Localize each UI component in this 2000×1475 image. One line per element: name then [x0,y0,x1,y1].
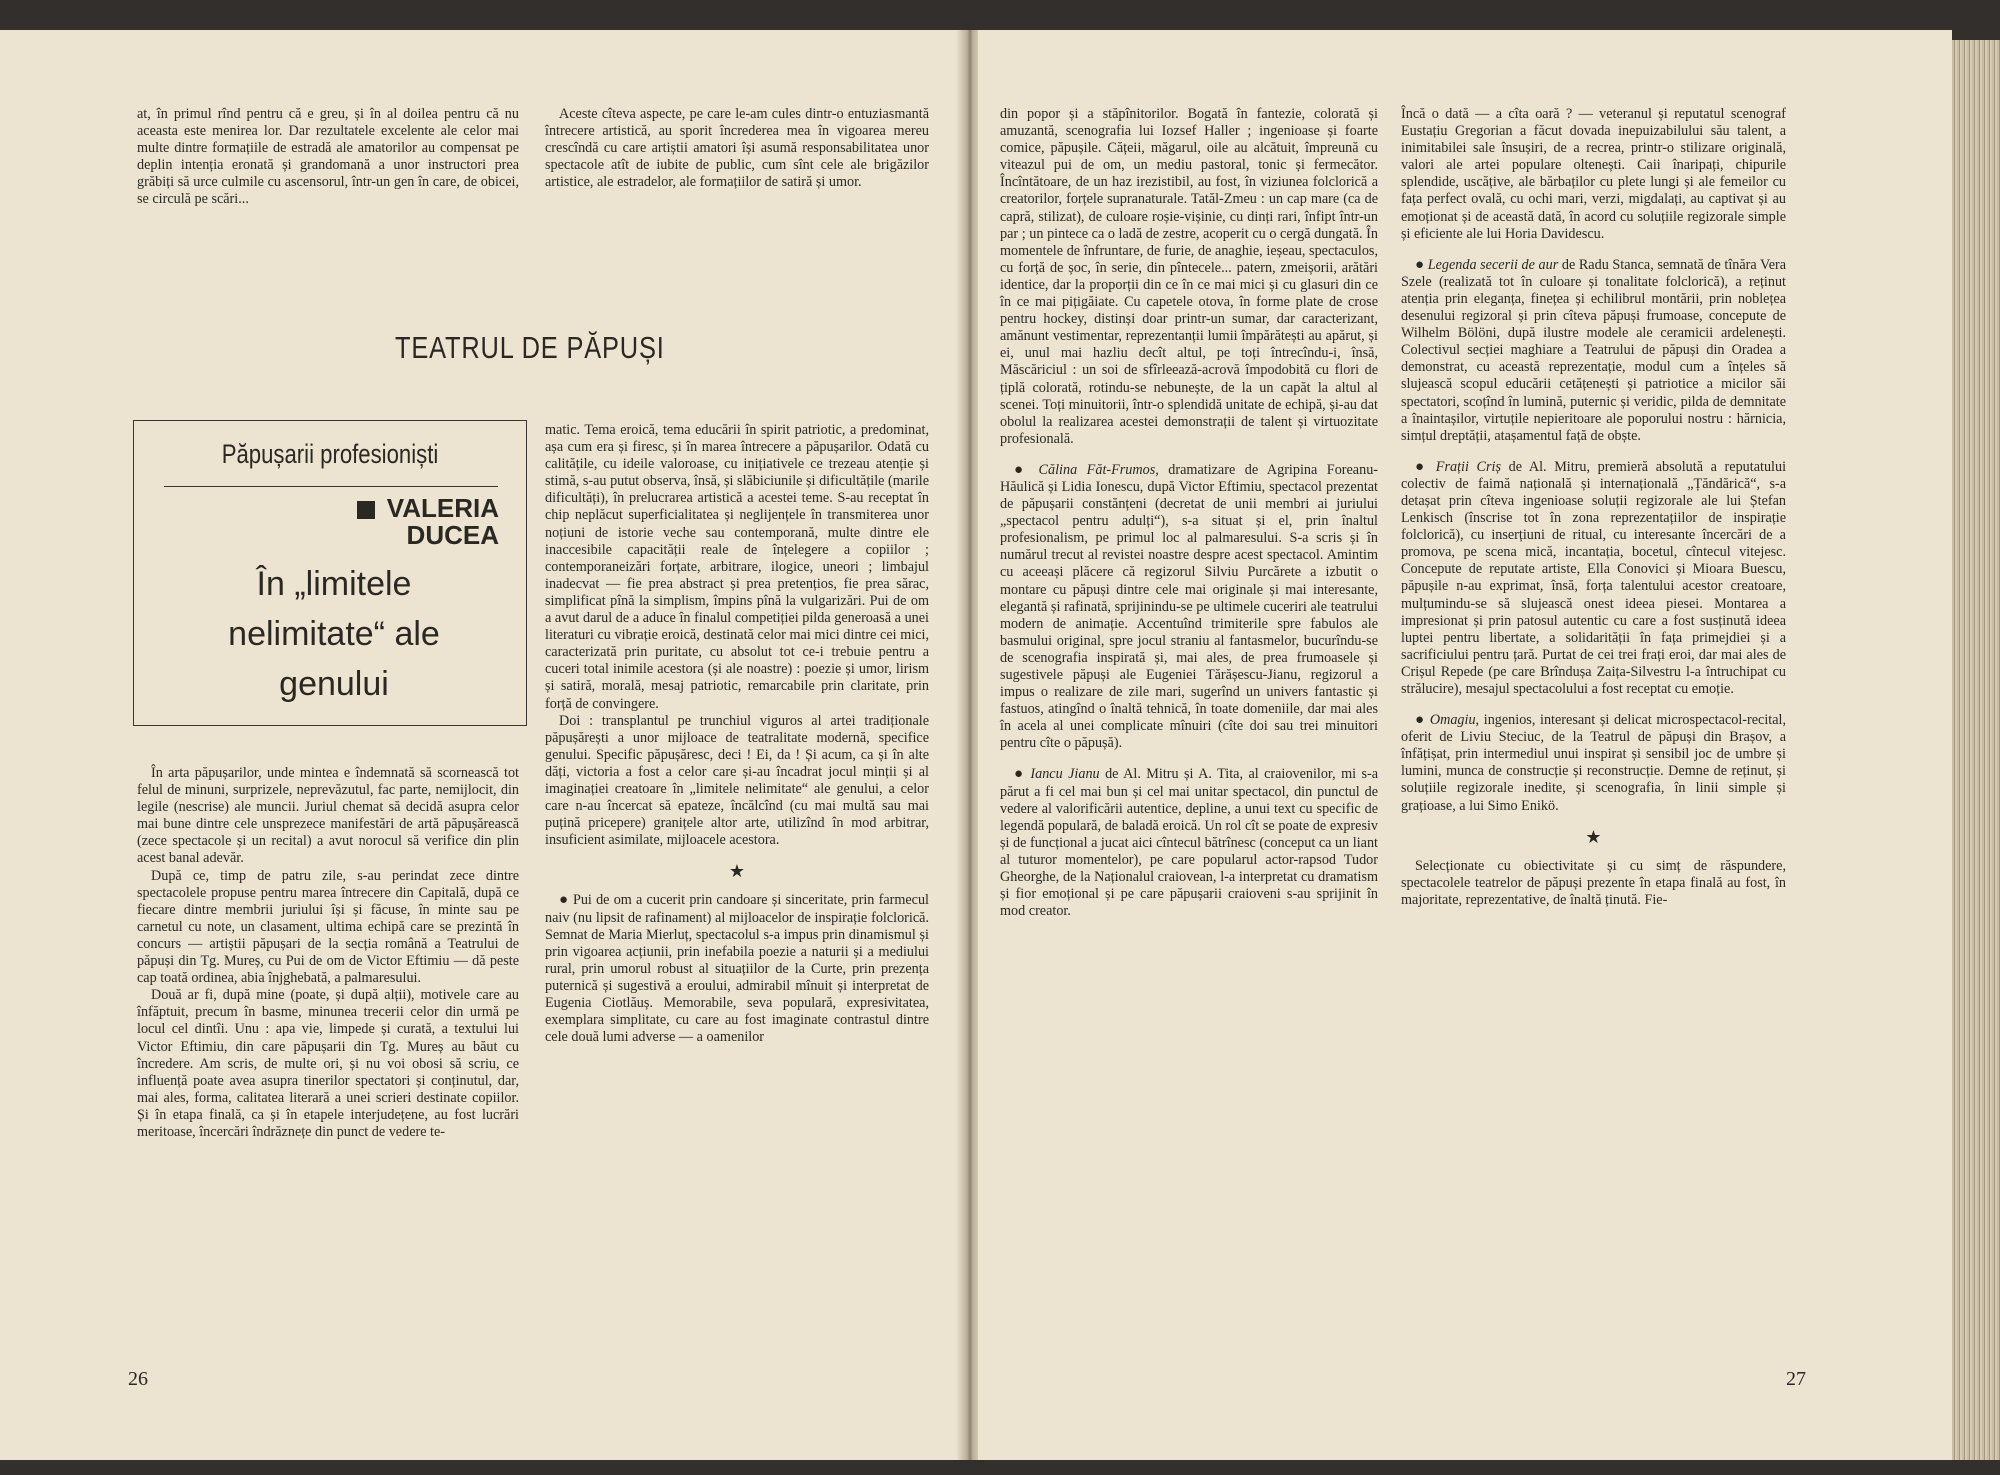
author-name [314,495,499,549]
left-page [0,30,962,1460]
review-text: Pui de om a cucerit prin candoare și sinceritate, prin farmecul naiv (nu lipsit de rafinament) al mijloacelor de inspirație folclorică. Semnat de Maria Mierluț, spectacolul s-a impus prin dinamismul și prin vigoarea acțiunii, prin inefabila poezie a naturii și a mediului rural, prin umorul robust al situațiilor de la Curte, prin prezența puternică și sugestivă a eroului, admirabil mînuit și interpretat de Eugenia Ciotlăuș. Memorabile, seva populară, expresivitatea, exemplara simplitate, cu care au fost imaginate contrastul dintre cele două lumi adverse — a oamenilor [545,892,930,1046]
right-column-2 [1401,106,1786,909]
paragraph: matic. Tema eroică, tema educării în spirit patriotic, a predominat, așa cum era și firesc, și în marea întrecere a păpușarilor. Odată cu calitățile, cu ideile valoroase, cu inițiativele ce trezeau atenție și stimă, s-au putut observa, însă, și slăbiciunile și dificultățile (marile dificultăți), în prelucrarea artistică a acestei teme. S-au receptat în chip neplăcut superficialitatea și neglijențele în transmiterea unor noțiuni de istorie veche sau contemporană, multe dintre ele inaccesibile capacității reale de înțelegere a copiilor ; contemporaneizări forțate, arbitrare, ilogice, uneori ; limbajul inadecvat — fie prea abstract și prea pretențios, fie prea sărac, simplificat pînă la simplism, împins pînă la vulgarizări. Pui de om a avut darul de a aduce în finalul competiției pilda generoasă a unei literaturi cu vibrație eroică, destinată celor mai mici dintre cei mici, caracterizată prin puritate, cu absolut tot ce-i trebuie pentru a cuceri total inimile acestora (și ale noastre) : poezie și umor, lirism și satiră, morală, mesaj patriotic, remarcabile prin claritate, prin forță de convingere. [545,422,929,712]
paragraph: În arta păpușarilor, unde mintea e îndemnată să scornească tot felul de minuni, surprizele, neprevăzutul, fac parte, nemijlocit, din legile (nescrise) ale muncii. Juriul chemat să decidă asupra celor mai bune dintre cele unsprezece manifestări de artă păpușărească (zece spectacole și un recital) a avut norocul să verifice din plin acest banal adevăr. [137,765,519,867]
paragraph: din popor și a stăpînitorilor. Bogată în fantezie, colorată și amuzantă, scenografia lui Iozsef Haller ; ingenioase și foarte comice, păpușile. Cățeii, măgarul, oile au alcătuit, împreună cu viteazul pui de om, un mediu pastoral, tonic și fermecător. Încîntătoare, de un haz irezistibil, au fost, în viziunea folclorică a creatorilor, forțele supranaturale. Tatăl-Zmeu : un cap mare (ca de capră, stilizat), de culoare roșie-vișinie, cu dinți rari, înfipt într-un par ; un pintece ca o ladă de zestre, acoperit cu o cergă dungată. În momentele de înfruntare, de furie, de anaghie, ieșeau, spectaculos, cu forță de șoc, în serie, din pîntecele... patern, zmeișorii, arătări identice, dar la proporții din ce în ce mai mici și cu glasuri din ce în ce mai pițigăiate. Cu capetele otova, în forme plate de crose pentru hockey, distinși doar printr-un sumar, dar caracterizant, amănunt vestimentar, reprezentanții lumii împărătești au apărut, și ei, unul mai hazliu decît altul, pe toți întrecîndu-i, însă, Măscăriciul : un soi de sfîrleează-acrovă împodobită cu flori de țiplă colorată, rotindu-se nebunește, de la un capăt la altul al scenei. Toți minuitorii, într-o splendidă unitate de echipă, și-au dat obolul la realizarea acestei demonstrații de talent și virtuozitate profesională. [1000,106,1378,447]
paragraph: După ce, timp de patru zile, s-au perindat zece dintre spectacolele propuse pentru marea întrecere din Capitală, după ce fiecare dintre membrii juriului își și făcuse, în minte sau pe carnetul cu note, un clasament, ultima echipă care se prezintă în concurs — artiștii păpușari de la secția română a Teatrului de păpuși din Tg. Mureș, cu Pui de om de Victor Eftimiu — dă peste cap toată ordinea, abia înjghebată, a palmaresului. [137,867,519,987]
review-item [545,892,929,1046]
review-text: , ingenios, interesant și delicat microspectacol-recital, oferit de Liviu Steciuc, de la Teatrul de păpuși din Brașov, a înfățișat, prin intermediul unui inspirat și sensibil joc de umbre și lumini, munca de construcție și reconstrucție. Demne de reținut, și soluțiile regizorale inedite, și scenografia, în linii simple și grațioase, a lui Simo Enikö. [1401,712,1786,814]
page-number: 26 [128,1368,148,1390]
review-text: de Al. Mitru, premieră absolută a reputatului colectiv de faimă națională și internațională „Țăndărică“, s-a detașat prin cîteva ingenioase soluții regizorale ale lui Ștefan Lenkisch (înscrise tot în zona reprezentațiilor de inspirație folclorică), cu inserțiuni de ritual, cu interesante încercări de a promova, pe scena mică, incantația, bocetul, cîntecul vitejesc. Concepute de reputate artiste, Ella Conovici și Mioara Buescu, păpușile n-au exprimat, însă, forța talentului acestor creatoare, mulțumindu-se să slujească onest ideea piesei. Montarea a impresionat și prin patosul autentic cu care a fost susținută ideea luptei pentru libertate, a solidarității în fața primejdiei și a sacrificiului pentru țară. Purtat de cei trei frați eroi, dar mai ales de Crișul Repede (pe care Brîndușa Zaița-Silvestru l-a întruchipat cu strălucire), mesajul spectacolului a fost receptat cu emoție. [1401,458,1787,697]
right-column-1 [1000,106,1378,920]
square-bullet-icon [357,501,375,519]
paragraph: Aceste cîteva aspecte, pe care le-am cules dintr-o entuziasmantă întrecere artistică, au sporit încrederea mea în vigoarea mereu crescîndă cu care artiștii amatori își asumă responsabilitatea unor spectacole atît de iubite de public, cum sînt cele ale brigăzilor artistice, ale estradelor, ale formațiilor de satiră și umor. [545,106,929,191]
bullet-icon: ● [559,892,569,909]
page-number: 27 [1786,1368,1806,1390]
review-title: Călina Făt-Frumos [1038,461,1156,478]
paragraph: Încă o dată — a cîta oară ? — veteranul și reputatul scenograf Eustațiu Gregorian a făcut dovada inepuizabilului său talent, a inimitabilei sale însușiri, de a recrea, printr-o stilizare originală, valori ale artei populare oltenești. Caii înaripați, chipurile splendide, uscățive, ale bărbaților cu plete lungi și ale femeilor cu fața perfect ovală, cu ochi mari, verzi, migdalați, au captivat și au emoționat și de această dată, în acord cu soluțiile regizorale simple și eficiente ale lui Horia Davidescu. [1401,106,1786,242]
left-top-column-1 [137,106,519,209]
review-title: Frații Criș [1435,458,1501,475]
review-item [1000,462,1378,753]
review-title: Legenda secerii de aur [1427,256,1559,273]
paragraph: at, în primul rînd pentru că e greu, și în al doilea pentru că nu aceasta este menirea lor. Dar rezultatele excelente ale celor mai multe dintre formațiile de estradă ale amatorilor au compensat pe deplin intenția eronată și grandomană a unor instructori prea grăbiți să urce culmile cu ascensorul, într-un gen în care, de obicei, se circulă pe scări... [137,106,519,208]
review-item [1000,766,1378,920]
bullet-icon: ● [1014,766,1025,783]
review-title: Omagiu [1429,712,1476,729]
review-text: , dramatizare de Agripina Foreanu-Hăulică și Lidia Ionescu, după Victor Eftimiu, spectacol prezentat de păpușarii constănțeni (decretat de unii membri ai juriului „spectacol pentru adulți“), s-a situat și el, prin înaltul profesionalism, pe primul loc al palmaresului. S-a scris și în numărul trecut al revistei noastre despre acest spectacol. Amintim cu aceeași plăcere că regizorul Silviu Purcărete a izbutit o montare cu păpuși dintre cele mai originale și mai interesante, elegantă și rafinată, sprijinindu-se pe ultimele cuceriri ale teatrului modern de animație. Accentuînd trimiterile spre fabulos ale basmului original, spre jocul straniu al fantasmelor, bucurîndu-se de scenografia inspirată și, mai ales, de prea frumoasele și sugestivele păpuși ale Eugeniei Tărășescu-Jianu, regizorul a impus o realizare de zile mari, sugerînd un univers fantastic și fastuos, atingînd o înaltă tehnică, în toate domeniile, dar mai ales în acela al unei complicate mînuiri (cîte doi sau trei minuitori pentru cîte o păpușă). [1000,461,1379,752]
star-separator-icon: ★ [728,861,746,882]
section-title: TEATRUL DE PĂPUȘI [395,330,665,365]
paragraph: Doi : transplantul pe trunchiul viguros al artei tradiționale păpușărești a unor mijloace de teatralitate modernă, specifice genului. Specific păpușăresc, deci ! Ei, da ! Și acum, ca și în alte dăți, victoria a fost a celor care și-au încadrat jocul minții și al imaginației creatoare în „limitele nelimitate“ ale genului, a celor care n-au încercat să epateze, încălcînd (cu mai multă sau mai puțină pricepere) granițele altor arte, utilizînd în mod arbitrar, insuficient asimilate, mijloacele acestora. [545,712,929,849]
rubric-title: Păpușarii profesioniști [221,439,439,469]
review-item [1401,459,1786,698]
right-page [978,30,1952,1460]
article-title-box [133,420,527,726]
bullet-icon: ● [1415,712,1426,729]
review-title: Iancu Jianu [1030,766,1100,783]
article-headline: În „limitele nelimitate“ ale genului [228,565,440,703]
review-text: de Al. Mitru și A. Tita, al craiovenilor, mi s-a părut a fi cel mai bun și cel mai unitar spectacol, din punctul de vedere al valorificării autentice, depline, a unui text cu specific de legendă populară, de baladă eroică. Un rol cît se poate de expresiv și de funcțional a jucat aici cîntecul bătrînesc (conceput ca un liant al tuturor momentelor), pe care popularul actor-rapsod Tudor Gheorghe, de la Naționalul craiovean, l-a interpretat cu dramatism și fior emoțional și pe care păpușarii craioveni s-au sprijinit în mod creator. [1000,766,1379,920]
review-text: de Radu Stanca, semnată de tînăra Vera Szele (realizată tot în culoare și tonalitate folclorică), a reținut atenția prin eleganța, finețea și echilibrul montării, prin noblețea desenului regizoral și prin cîteva păpuși frumoase, concepute de Wilhelm Bölöni, după ilustre modele ale ceramicii ardelenești. Colectivul secției maghiare a Teatrului de păpuși din Oradea a demonstrat, cu această reprezentație, modul cum a înțeles să slujească scopul educării cetățenești și patriotice a micilor săi spectatori, scoțînd în lumină, puternic și veridic, pilda de demnitate a înaintașilor, virtuțile nepieritoare ale poporului nostru : hărnicia, simțul dreptății, atașamentul față de obște. [1401,256,1787,444]
divider [164,486,498,487]
left-top-column-2 [545,106,929,191]
paragraph: Selecționate cu obiectivitate și cu simț de răspundere, spectacolele teatrelor de păpuși prezente în etapa finală au fost, în majoritate, reprezentative, de înaltă ținută. Fie- [1401,857,1786,908]
left-column-1 [137,765,519,1141]
review-item [1401,257,1786,445]
book-page-edges [1952,40,2000,1460]
bullet-icon: ● [1415,458,1429,475]
left-column-2 [545,422,929,1046]
author-text: VALERIA DUCEA [386,493,499,550]
paragraph: Două ar fi, după mine (poate, și după alții), motivele care au înfăptuit, precum în basme, minunea trecerii celor din urmă pe locul cel dintîi. Unu : apa vie, limpede și curată, a textului lui Victor Eftimiu, din care păpușarii din Tg. Mureș au băut cu încredere. Am scris, de multe ori, și nu voi obosi să scriu, ce influență poate avea asupra tinerilor spectatori și conținutul, dar, mai ales, forma, calitatea literară a unei scrieri destinate copiilor. Și în etapa finală, ca și în etapele interjudețene, au fost lucrări meritoase, încercări îndrăznețe din punct de vedere te- [137,987,519,1140]
bullet-icon: ● [1415,256,1425,273]
bullet-icon: ● [1014,461,1030,478]
star-separator-icon: ★ [1585,826,1602,847]
review-item [1401,712,1786,815]
